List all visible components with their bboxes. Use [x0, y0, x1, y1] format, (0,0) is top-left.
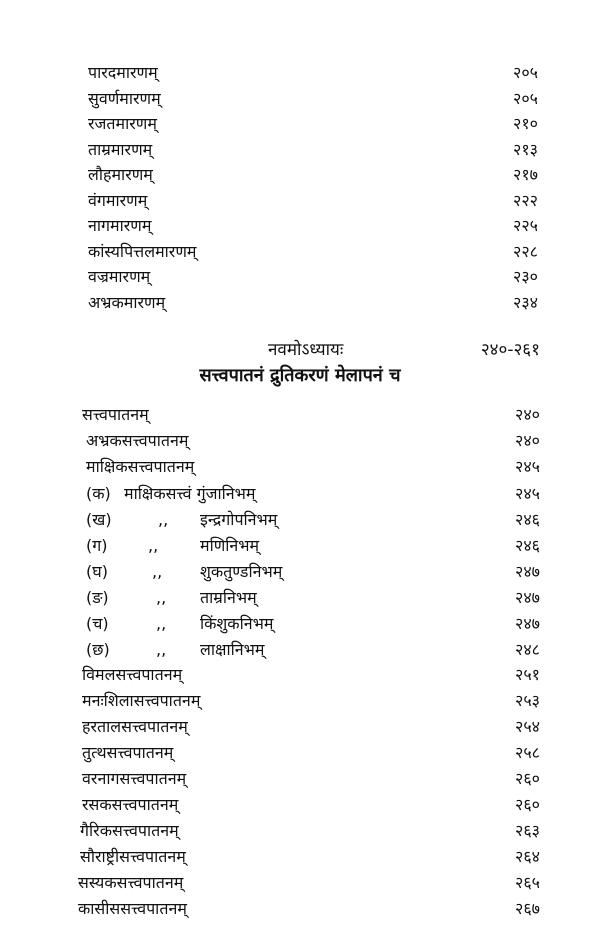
ditto-mark: ,, — [158, 510, 169, 529]
toc-subentry — [0, 533, 600, 559]
toc-subentry — [0, 559, 600, 585]
ditto-mark: ,, — [156, 640, 167, 659]
entry-title: ताम्रमारणम् — [88, 140, 153, 159]
entry-page: २६५ — [515, 873, 540, 892]
toc-entry — [0, 188, 600, 214]
entry-title: इन्द्रगोपनिभम् — [200, 510, 278, 529]
entry-page: २५८ — [515, 743, 540, 762]
entry-page: २३४ — [513, 293, 538, 312]
entry-title: किंशुकनिभम् — [200, 614, 274, 633]
entry-page: २६४ — [515, 847, 540, 866]
entry-title: वंगमारणम् — [88, 191, 148, 210]
ditto-mark: ,, — [156, 614, 167, 633]
entry-page: २०५ — [513, 63, 538, 82]
entry-page: २१० — [513, 114, 538, 133]
toc-subentry — [0, 637, 600, 663]
entry-title: नागमारणम् — [88, 216, 152, 235]
entry-page: २४६ — [515, 510, 540, 529]
ditto-mark: ,, — [148, 536, 159, 555]
entry-page: २४६ — [515, 536, 540, 555]
subentry-mark: (ङ) — [86, 588, 109, 607]
entry-title: रजतमारणम् — [88, 114, 157, 133]
entry-page: २५३ — [515, 691, 540, 710]
chapter-subtitle: सत्त्वपातनं द्रुतिकरणं मेलापनं च — [199, 365, 401, 386]
toc-entry — [0, 239, 600, 265]
toc-entry — [0, 714, 600, 740]
entry-page: २४० — [515, 431, 540, 450]
toc-entry — [0, 766, 600, 792]
entry-title: तुत्थसत्त्वपातनम् — [82, 743, 174, 762]
subentry-mark: (क) — [86, 484, 111, 503]
toc-entry — [0, 290, 600, 316]
toc-subentry — [0, 585, 600, 611]
entry-title: विमलसत्त्वपातनम् — [82, 665, 183, 684]
entry-title: पारदमारणम् — [88, 63, 158, 82]
toc-entry — [0, 792, 600, 818]
subentry-mark: (च) — [86, 614, 109, 633]
entry-page: २१७ — [513, 165, 538, 184]
entry-page: २६० — [515, 769, 540, 788]
entry-page: २६० — [515, 795, 540, 814]
entry-page: २३० — [513, 267, 538, 286]
toc-entry — [0, 740, 600, 766]
ditto-mark: ,, — [156, 588, 167, 607]
toc-entry — [0, 213, 600, 239]
entry-title: माक्षिकसत्त्वपातनम् — [86, 457, 195, 476]
toc-entry — [0, 137, 600, 163]
toc-entry — [0, 264, 600, 290]
entry-page: २४० — [515, 405, 540, 424]
entry-title: अभ्रकमारणम् — [88, 293, 166, 312]
entry-page: २०५ — [513, 89, 538, 108]
entry-title: ताम्रनिभम् — [200, 588, 257, 607]
toc-entry — [0, 870, 600, 896]
entry-page: २६३ — [515, 821, 540, 840]
entry-title: सौराष्ट्रीसत्त्वपातनम् — [80, 847, 186, 866]
subentry-mark: (ख) — [86, 510, 112, 529]
toc-entry — [0, 896, 600, 922]
entry-page: २५१ — [515, 665, 540, 684]
chapter-page-range: २४०-२६१ — [480, 340, 540, 360]
toc-entry — [0, 402, 600, 428]
entry-page: २४७ — [515, 588, 540, 607]
entry-title: कासीससत्त्वपातनम् — [78, 899, 187, 918]
entry-page: २४५ — [515, 457, 540, 476]
entry-page: २५४ — [515, 717, 540, 736]
entry-title: कांस्यपित्तलमारणम् — [88, 242, 197, 261]
entry-title: रसकसत्त्वपातनम् — [82, 795, 179, 814]
entry-title: मणिनिभम् — [200, 536, 260, 555]
entry-title: शुकतुण्डनिभम् — [200, 562, 283, 581]
entry-page: २२५ — [513, 216, 538, 235]
entry-title: लाक्षानिभम् — [200, 640, 265, 659]
entry-title: लौहमारणम् — [88, 165, 153, 184]
entry-page: २४७ — [515, 562, 540, 581]
toc-entry — [0, 428, 600, 454]
toc-entry — [0, 60, 600, 86]
toc-subentry — [0, 611, 600, 637]
entry-title: हरतालसत्त्वपातनम् — [82, 717, 188, 736]
entry-title: अभ्रकसत्त्वपातनम् — [86, 431, 189, 450]
entry-title: सुवर्णमारणम् — [88, 89, 161, 108]
toc-entry — [0, 454, 600, 480]
entry-title: वज्रमारणम् — [88, 267, 151, 286]
toc-entry — [0, 818, 600, 844]
toc-entry — [0, 111, 600, 137]
entry-title: सत्त्वपातनम् — [82, 405, 149, 424]
toc-subentry — [0, 481, 600, 507]
chapter-label: नवमोऽध्यायः — [268, 340, 344, 360]
entry-title: वरनागसत्त्वपातनम् — [82, 769, 187, 788]
entry-page: २२८ — [513, 242, 538, 261]
toc-entry — [0, 688, 600, 714]
entry-page: २२२ — [513, 191, 538, 210]
entry-page: २४५ — [515, 484, 540, 503]
entry-title: माक्षिकसत्त्वं गुंजानिभम् — [124, 484, 256, 503]
toc-entry — [0, 844, 600, 870]
entry-title: मनःशिलासत्त्वपातनम् — [82, 691, 201, 710]
entry-title: गैरिकसत्त्वपातनम् — [80, 821, 179, 840]
entry-title: सस्यकसत्त्वपातनम् — [78, 873, 184, 892]
toc-subentry — [0, 507, 600, 533]
ditto-mark: ,, — [152, 562, 163, 581]
entry-page: २१३ — [513, 140, 538, 159]
subentry-mark: (ग) — [86, 536, 108, 555]
entry-page: २४८ — [515, 640, 540, 659]
subentry-mark: (छ) — [86, 640, 110, 659]
entry-page: २४७ — [515, 614, 540, 633]
subentry-mark: (घ) — [86, 562, 108, 581]
toc-entry — [0, 162, 600, 188]
toc-entry — [0, 86, 600, 112]
toc-entry — [0, 662, 600, 688]
entry-page: २६७ — [515, 899, 540, 918]
